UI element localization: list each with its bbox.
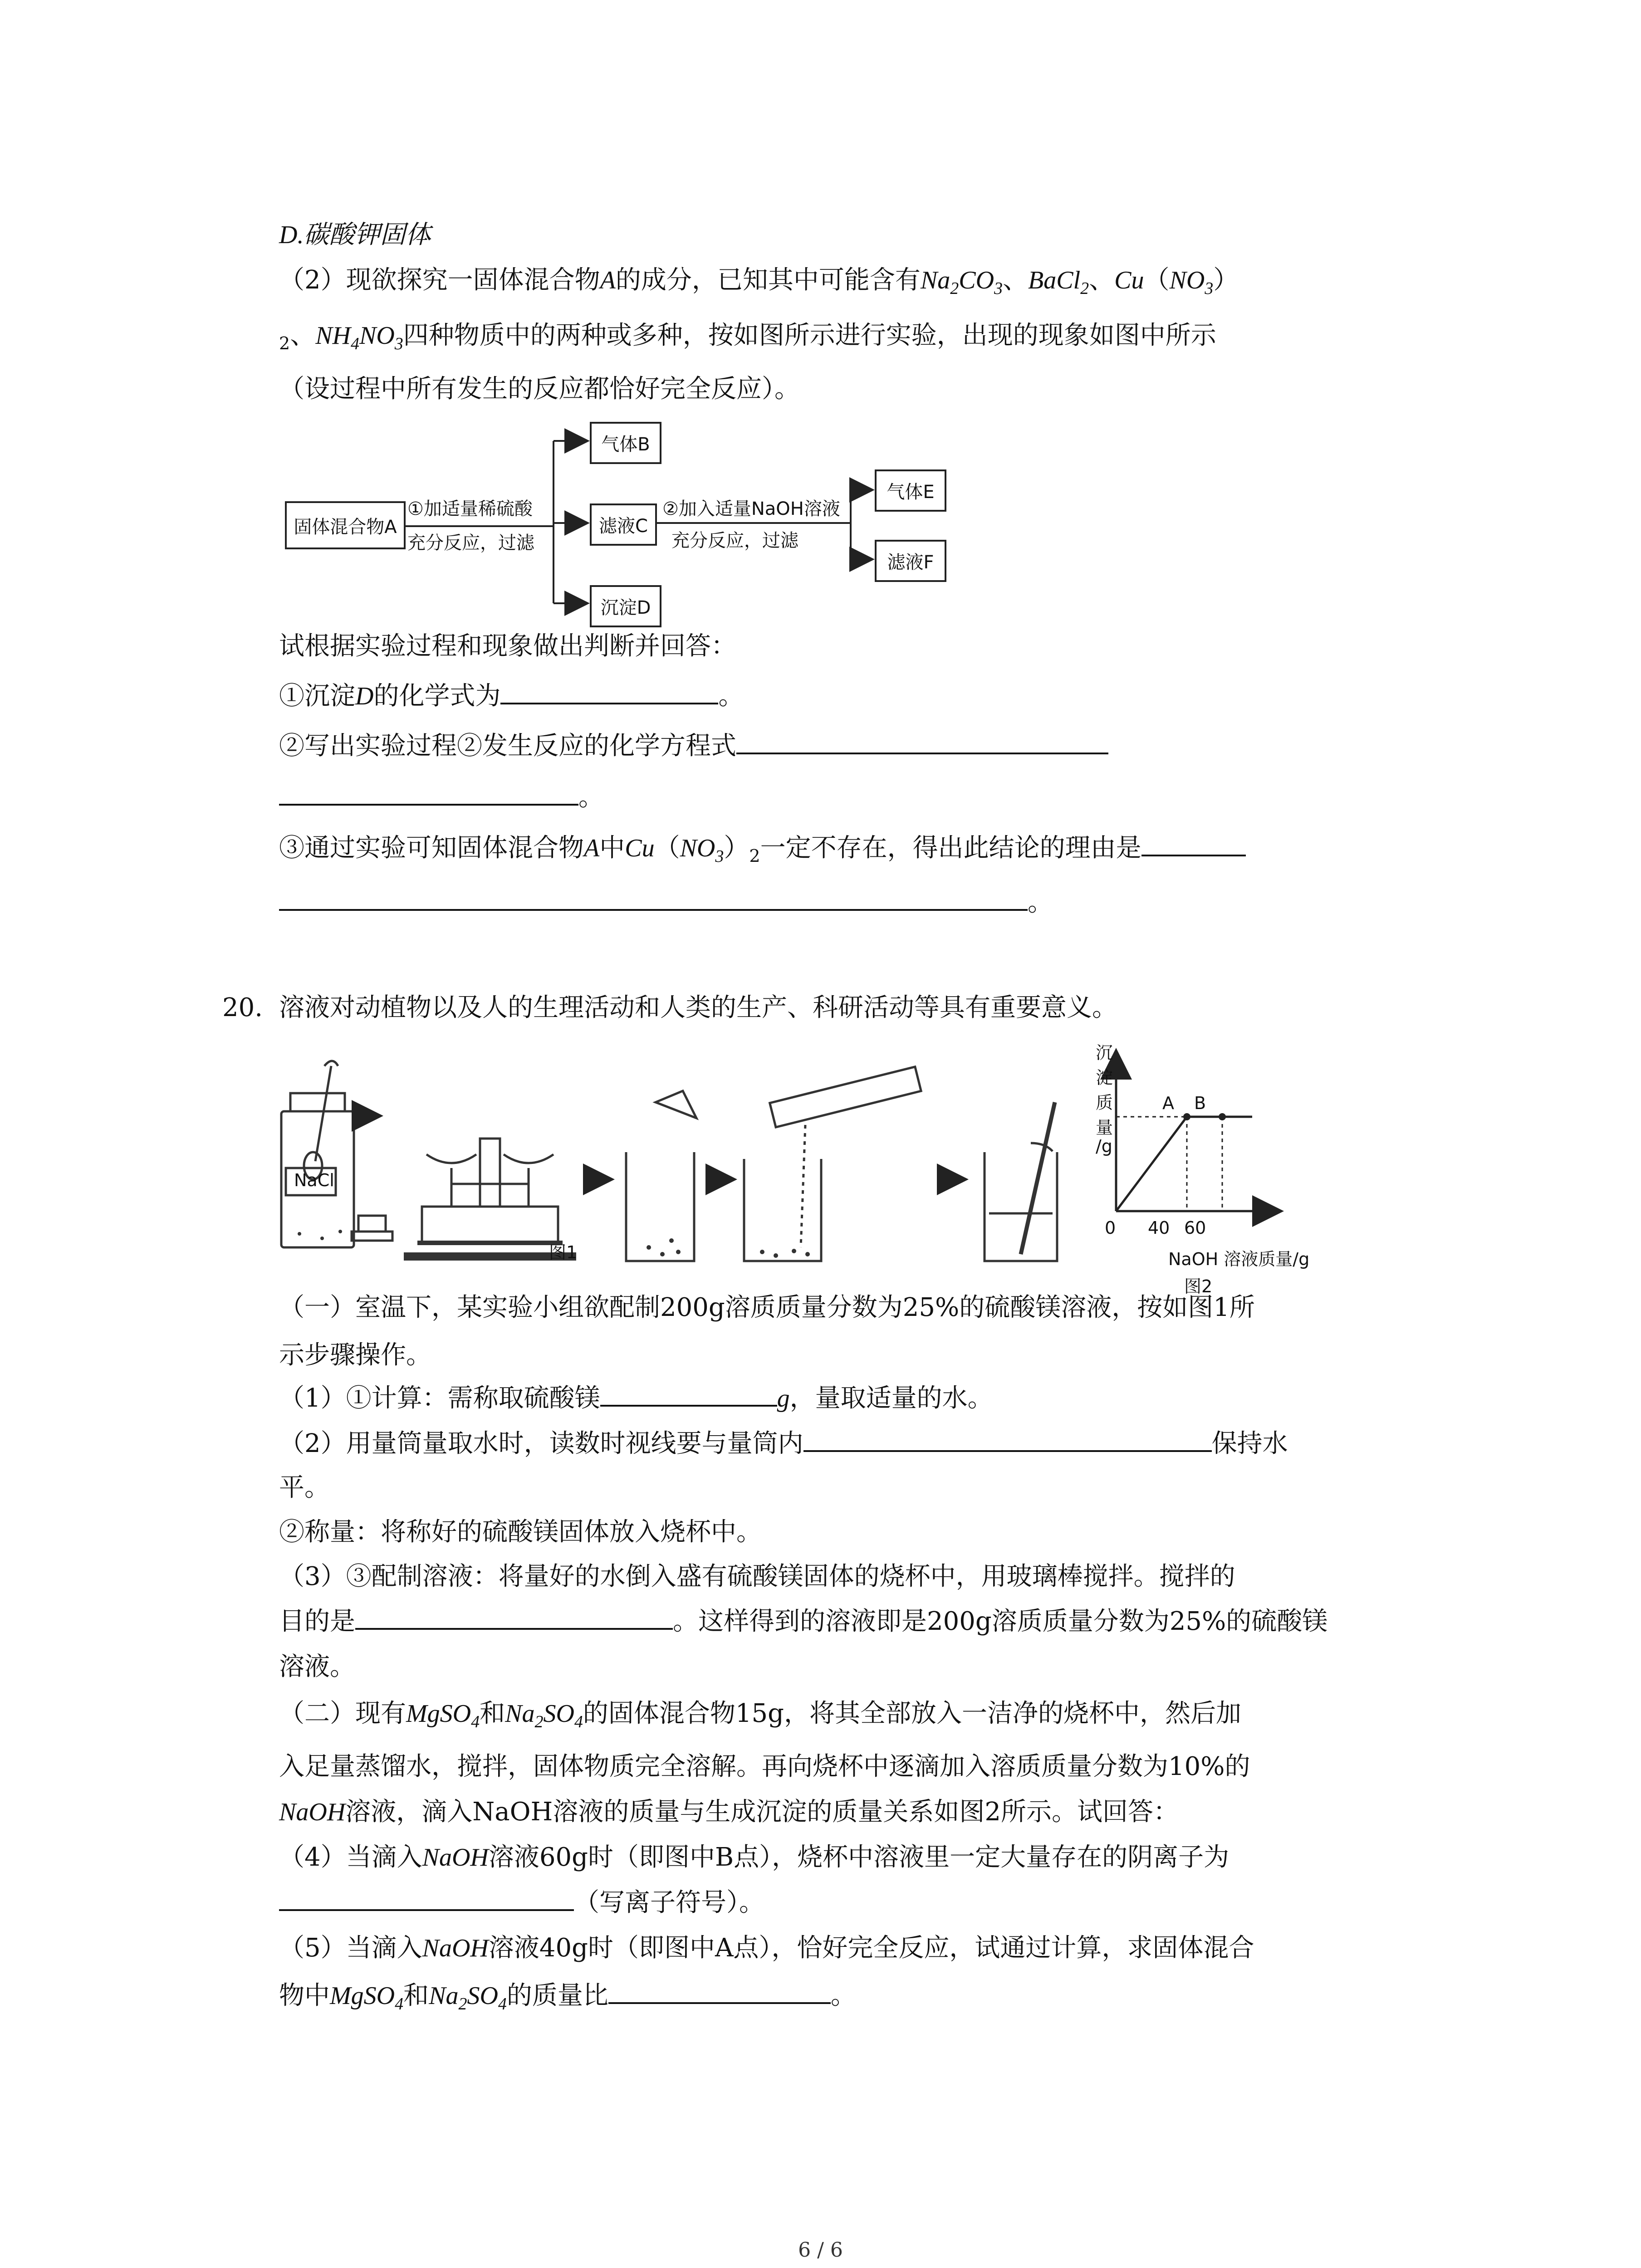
q20-sub3-line3: 溶液。 [279,1652,355,1681]
figure-2-label: 图2 [1184,1276,1213,1296]
flow-step1-text2: 充分反应，过滤 [407,533,534,553]
page-number: 6 / 6 [798,2239,843,2262]
figure-2-xlabel: NaOH 溶液质量/g [1168,1249,1310,1269]
q20-sub5-line2: 物中MgSO$_4$和$Na_2SO_4$的质量比 。 [279,1978,856,2022]
flow-step1-text1: ①加适量稀硫酸 [407,499,533,519]
q20-number: 20. [222,993,263,1022]
figure-2-tick-60: 60 [1184,1218,1206,1238]
series-line-rise [1116,1117,1187,1211]
answer-blank[interactable] [608,1980,831,2004]
answer-blank[interactable] [803,1427,1212,1452]
answer-blank[interactable] [355,1605,673,1630]
figure-1-label: 图1 [549,1242,578,1262]
q20-part1-line2: 示步骤操作。 [279,1340,431,1370]
q20-part2-line3: NaOH溶液，滴入NaOH溶液的质量与生成沉淀的质量关系如图2所示。试回答： [279,1797,1179,1827]
answer-blank[interactable] [600,1382,777,1407]
figure-1-nacl-label: NaCl [294,1170,334,1190]
option-d: D.碳酸钾固体 [279,221,431,249]
q19-sub1: ①沉淀D的化学式为 。 [279,678,744,714]
q20-sub2-cont: 平。 [279,1473,330,1502]
q20-sub2: （2）用量筒量取水时，读数时视线要与量筒内 保持水 [279,1426,1288,1462]
answer-blank[interactable] [279,1887,574,1911]
q19-part2-line1: （2）现欲探究一固体混合物A的成分，已知其中可能含有$Na_2CO_3$、BaCl$_2$、$Cu(NO_3)$ [279,265,1239,298]
q20-intro: 溶液对动植物以及人的生理活动和人类的生产、科研活动等具有重要意义。 [279,993,1117,1022]
answer-blank[interactable] [736,730,1108,754]
flow-diagram-lines [0,0,1641,635]
answer-blank[interactable] [1141,832,1246,856]
flow-step2-text1: ②加入适量NaOH溶液 [662,499,840,519]
answer-blank[interactable] [279,781,578,806]
figure-2-ylabel-5: /g [1096,1136,1112,1156]
flow-step2-text2: 充分反应，过滤 [671,530,798,551]
q19-ask: 试根据实验过程和现象做出判断并回答： [279,631,736,661]
figure-2-point-b-label: B [1194,1093,1206,1113]
figure-2-chart [1089,1043,1343,1256]
q20-part2-line2: 入足量蒸馏水，搅拌，固体物质完全溶解。再向烧杯中逐滴加入溶质质量分数为10%的 [279,1752,1250,1781]
flow-box-precip-d: 沉淀D [590,585,661,627]
q20-sub5-line1: （5）当滴入NaOH溶液40g时（即图中A点），恰好完全反应，试通过计算，求固体混合 [279,1933,1254,1963]
figure-2-point-a-label: A [1162,1093,1174,1113]
figure-2-ylabel-2: 淀 [1096,1068,1113,1088]
answer-blank[interactable] [500,680,718,704]
figure-2-tick-40: 40 [1148,1218,1170,1238]
q19-sub2-cont: 。 [279,779,604,816]
flow-box-gas-b: 气体B [590,422,661,464]
q19-part2-line2: $_2$、$NH_4NO_3$四种物质中的两种或多种，按如图所示进行实验，出现的现象如图中所示 [279,321,1216,354]
answer-blank[interactable] [279,886,1028,911]
q20-sub3-line1: （3）③配制溶液：将量好的水倒入盛有硫酸镁固体的烧杯中，用玻璃棒搅拌。搅拌的 [279,1562,1235,1591]
q20-weigh: ②称量：将称好的硫酸镁固体放入烧杯中。 [279,1517,762,1547]
figure-2-ylabel-3: 质 [1096,1093,1113,1113]
data-point-a [1183,1113,1190,1120]
flow-box-filtrate-f: 滤液F [875,540,946,582]
q19-sub3: ③通过实验可知固体混合物A中$Cu(NO_3)_2$一定不存在，得出此结论的理由是 [279,830,1246,875]
flow-box-gas-e: 气体E [875,469,946,512]
q19-part2-line3: （设过程中所有发生的反应都恰好完全反应）。 [279,374,800,404]
q19-sub2: ②写出实验过程②发生反应的化学方程式 [279,728,1108,764]
figure-2-ylabel-1: 沉 [1096,1043,1113,1063]
figure-2-origin: 0 [1105,1218,1116,1238]
flow-box-filtrate-c: 滤液C [590,503,657,546]
figure-1 [272,1048,1116,1302]
q20-part2-line1: （二）现有MgSO$_4$和$Na_2SO_4$的固体混合物15g，将其全部放入一洁净的烧杯中，然后加 [279,1699,1242,1732]
q20-sub4-line1: （4）当滴入NaOH溶液60g时（即图中B点），烧杯中溶液里一定大量存在的阴离子为 [279,1843,1230,1872]
q20-part1-line1: （一）室温下，某实验小组欲配制200g溶质质量分数为25%的硫酸镁溶液，按如图1所 [279,1293,1255,1322]
q20-sub1: （1）①计算：需称取硫酸镁 g，量取适量的水。 [279,1380,993,1417]
q20-sub3-line2: 目的是 。这样得到的溶液即是200g溶质质量分数为25%的硫酸镁 [279,1603,1327,1640]
q19-sub3-cont: 。 [279,885,1053,921]
data-point-b [1219,1113,1226,1120]
q20-sub4-line2: （写离子符号）。 [279,1885,764,1921]
flow-box-mixture-a: 固体混合物A [285,501,406,549]
figure-2-ylabel-4: 量 [1096,1118,1113,1138]
